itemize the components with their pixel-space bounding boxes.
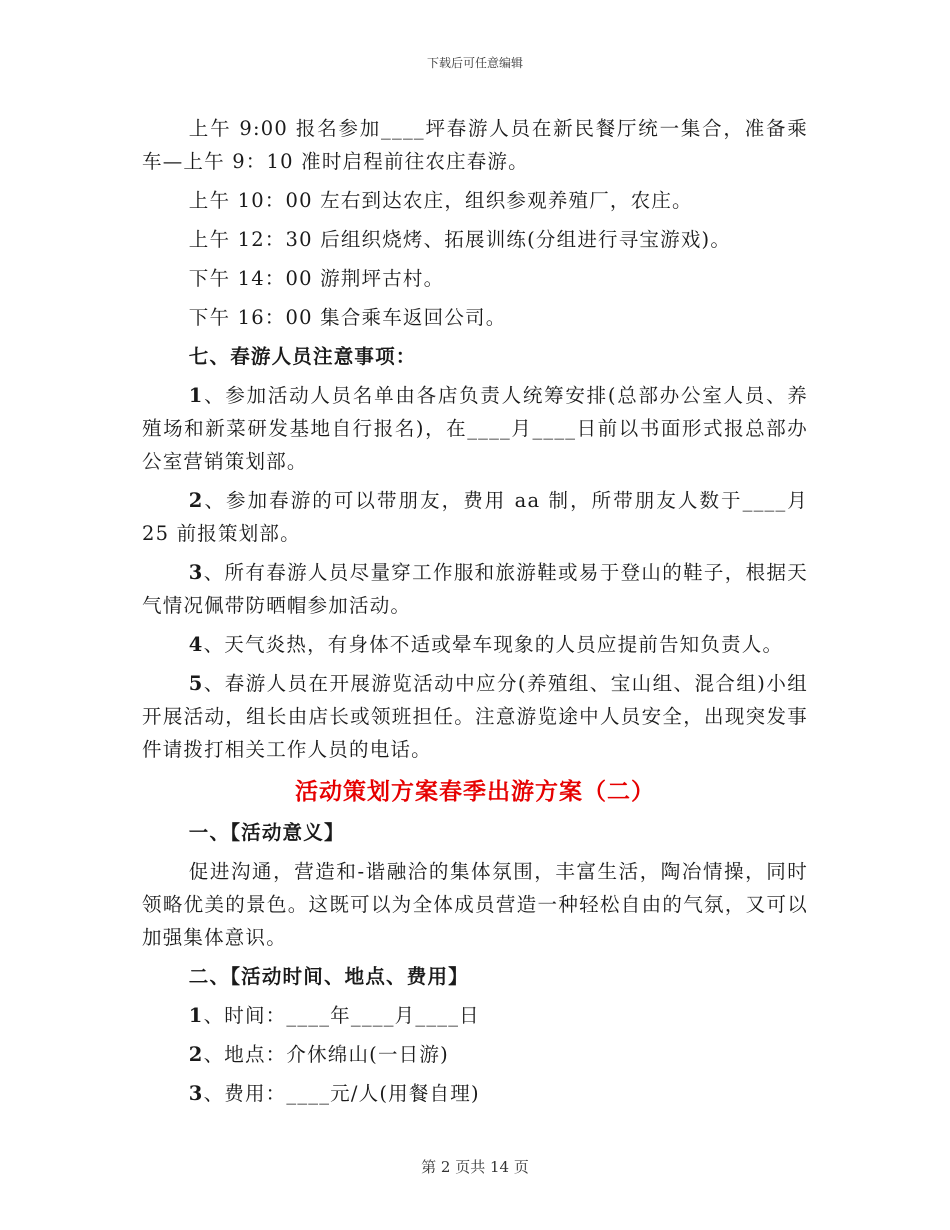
item-number: 1	[188, 1004, 204, 1027]
section7-heading: 七、春游人员注意事项：	[188, 345, 417, 368]
section2-item-1	[142, 999, 808, 1032]
section1-heading: 一、【活动意义】	[188, 821, 345, 844]
item-text: 、参加活动人员名单由各店负责人统筹安排(总部办公室人员、养殖场和新菜研发基地自行报名)，在____月____日前以书面形式报总部办公室营销策划部。	[142, 384, 808, 473]
section7-item-1	[142, 379, 808, 478]
item-number: 3	[188, 561, 204, 584]
section2-item-2	[142, 1038, 808, 1071]
item-text: 、天气炎热，有身体不适或晕车现象的人员应提前告知负责人。	[203, 633, 784, 656]
item-number: 4	[188, 633, 204, 656]
section2-heading: 二、【活动时间、地点、费用】	[188, 965, 469, 988]
schedule-line-4: 下午 14：00 游荆坪古村。	[188, 267, 445, 290]
document-body	[142, 112, 808, 1116]
section7-item-4	[142, 628, 808, 661]
item-number: 1	[188, 384, 204, 407]
item-number: 5	[188, 672, 204, 695]
page-footer: 第 2 页共 14 页	[421, 1158, 529, 1176]
item-text: 、春游人员在开展游览活动中应分(养殖组、宝山组、混合组)小组开展活动，组长由店长或领班担任。注意游览途中人员安全，出现突发事件请拨打相关工作人员的电话。	[142, 672, 808, 761]
section2-item-3	[142, 1077, 808, 1110]
item-number: 3	[188, 1082, 204, 1105]
page-header: 下载后可任意编辑	[426, 56, 523, 70]
item-text: 、参加春游的可以带朋友，费用 aa 制，所带朋友人数于____月 25 前报策划部。	[142, 489, 808, 545]
section7-item-5	[142, 667, 808, 766]
schedule-line-1: 上午 9:00 报名参加____坪春游人员在新民餐厅统一集合，准备乘车—上午 9：10 准时启程前往农庄春游。	[142, 117, 808, 173]
schedule-line-5: 下午 16：00 集合乘车返回公司。	[188, 306, 507, 329]
schedule-line-2: 上午 10：00 左右到达农庄，组织参观养殖厂，农庄。	[188, 189, 693, 212]
section7-item-2	[142, 484, 808, 550]
section7-item-3	[142, 556, 808, 622]
item-text: 、时间：____年____月____日	[203, 1004, 480, 1027]
item-number: 2	[188, 489, 204, 512]
section1-text: 促进沟通，营造和-谐融洽的集体氛围，丰富生活，陶冶情操，同时领略优美的景色。这既可以为全体成员营造一种轻松自由的气氛，又可以加强集体意识。	[142, 860, 808, 949]
item-number: 2	[188, 1043, 204, 1066]
item-text: 、费用：____元/人(用餐自理)	[203, 1082, 480, 1105]
schedule-line-3: 上午 12：30 后组织烧烤、拓展训练(分组进行寻宝游戏)。	[188, 228, 732, 251]
item-text: 、地点：介休绵山(一日游)	[203, 1043, 449, 1066]
item-text: 、所有春游人员尽量穿工作服和旅游鞋或易于登山的鞋子，根据天气情况佩带防晒帽参加活动。	[142, 561, 808, 617]
document-title: 活动策划方案春季出游方案（二）	[295, 778, 655, 805]
